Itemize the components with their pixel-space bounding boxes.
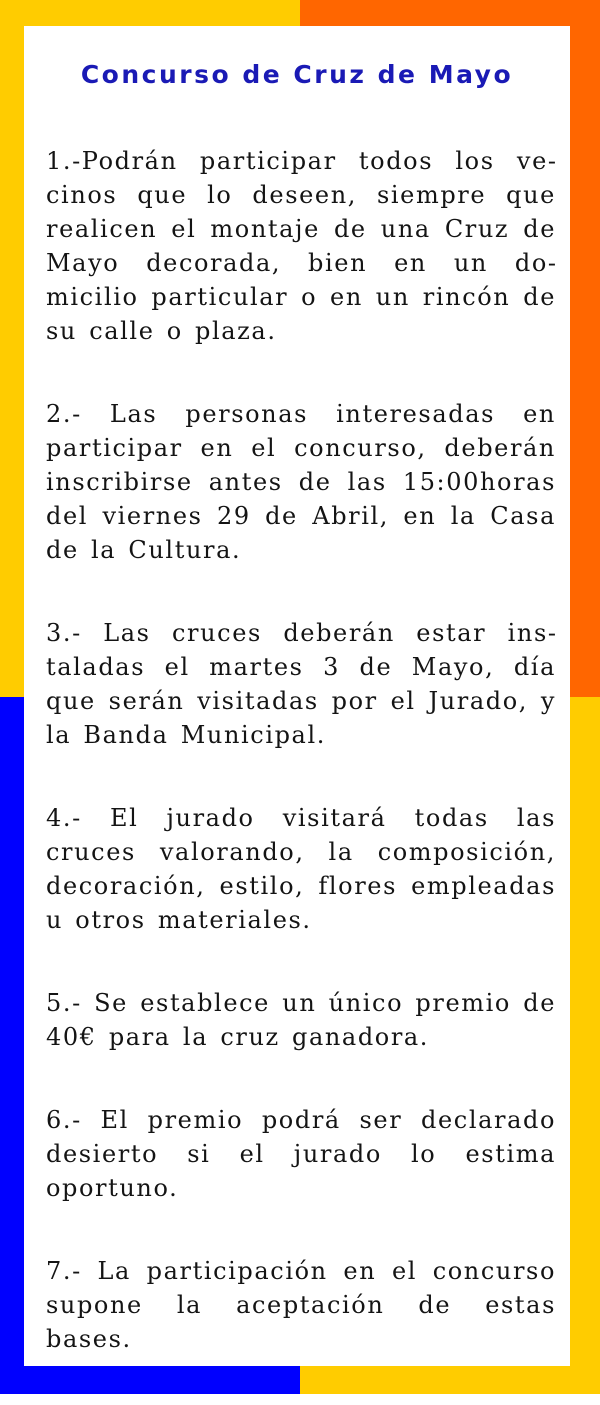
rule-2: 2.- Las personas interesadas en participar en el concurso, deberán inscribirse antes de las 15:00horas del viernes 29 de Abril, en la Casa de la Cultura. — [46, 400, 556, 564]
content-panel — [24, 26, 570, 1366]
page-title: Concurso de Cruz de Mayo — [80, 60, 514, 89]
rule-4: 4.- El jurado visitará todas las cruces valorando, la composición, decoración, estilo, flores empleadas u otros materiales. — [46, 804, 556, 934]
rules-list — [46, 144, 556, 1405]
rule-7: 7.- La participación en el concurso supone la aceptación de estas bases. — [46, 1257, 556, 1353]
rule-5: 5.- Se establece un único premio de 40€ para la cruz ganadora. — [46, 989, 556, 1051]
rule-3: 3.- Las cruces deberán estar instaladas el martes 3 de Mayo, día que serán visitadas por el Jurado, y la Banda Municipal. — [46, 619, 556, 749]
rule-1: 1.-Podrán participar todos los vecinos que lo deseen, siempre que realicen el montaje de una Cruz de Mayo decorada, bien en un domicilio particular o en un rincón de su calle o plaza. — [46, 147, 556, 345]
rule-6: 6.- El premio podrá ser declarado desierto si el jurado lo estima oportuno. — [46, 1106, 556, 1202]
